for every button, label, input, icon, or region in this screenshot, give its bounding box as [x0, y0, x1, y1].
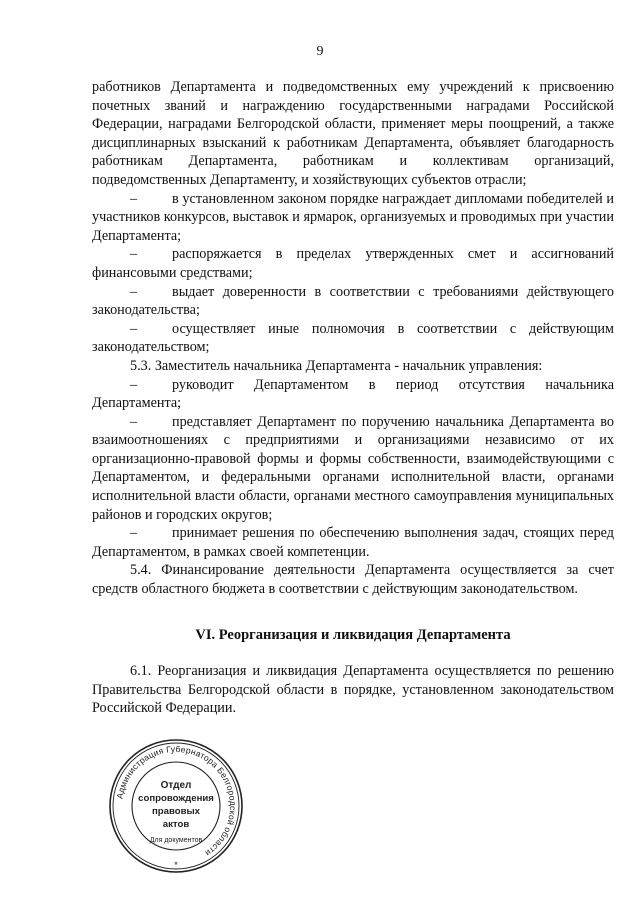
stamp-line-1: Отдел	[160, 780, 192, 791]
stamp-graphic	[108, 738, 244, 874]
dash-marker: –	[130, 376, 138, 393]
dash-marker: –	[130, 246, 138, 263]
clause-6-1: 6.1. Реорганизация и ликвидация Департамента осуществляется по решению Правительства Белгородской области в порядке, установленном законодательством Российской Федерации.	[92, 663, 614, 717]
stamp-bottom-text: Для документов	[149, 837, 203, 844]
document-body	[92, 78, 614, 599]
paragraph-awards: работников Департамента и подведомственных ему учреждений к присвоению почетных званий и награждению государственными наградами Российской Федерации, наградами Белгородской области, применяет меры поощрений, а также дисциплинарных взысканий к работникам Департамента, объявляет благодарность работникам Департамента, работникам и коллективам организаций, подведомственных Департаменту, и хозяйствующих субъектов отрасли;	[92, 79, 614, 188]
dash-marker: –	[130, 413, 138, 430]
list-item-diplomas: – в установленном законом порядке награждает дипломами победителей и участников конкурсов, выставок и ярмарок, организуемых и проводимых при участии Департамента;	[92, 190, 614, 244]
section-paragraph-container	[92, 662, 614, 718]
stamp-line-4: актов	[162, 819, 190, 830]
stamp-ring-text: Администрация Губернатора Белгородской области	[114, 743, 239, 859]
official-stamp	[108, 738, 244, 874]
list-item-other-powers: – осуществляет иные полномочия в соответствии с действующим законодательством;	[92, 320, 614, 356]
page-number: 9	[316, 44, 324, 59]
list-item-represents: – представляет Департамент по поручению начальника Департамента во взаимоотношениях с предприятиями и организациями независимо от их организационно-правовой формы и формы собственности, взаимодействующими с Департаментом, и федеральными органами исполнительной власти, органами исполнительной власти области, органами местного самоуправления муниципальных районов и городских округов;	[92, 413, 614, 523]
clause-5-4: 5.4. Финансирование деятельности Департамента осуществляется за счет средств областного бюджета в соответствии с действующим законодательством.	[92, 562, 614, 598]
dash-marker: –	[130, 190, 138, 207]
dash-marker: –	[130, 320, 138, 337]
stamp-line-3: правовых	[151, 806, 201, 817]
stamp-line-2: сопровождения	[138, 793, 214, 804]
dash-marker: –	[130, 283, 138, 300]
list-item-decisions: – принимает решения по обеспечению выполнения задач, стоящих перед Департаментом, в рамках своей компетенции.	[92, 525, 614, 560]
list-item-leads: – руководит Департаментом в период отсутствия начальника Департамента;	[92, 376, 614, 412]
clause-5-3: 5.3. Заместитель начальника Департамента - начальник управления:	[130, 357, 543, 374]
stamp-star: *	[174, 860, 178, 870]
dash-marker: –	[130, 525, 138, 542]
list-item-finances: – распоряжается в пределах утвержденных смет и ассигнований финансовыми средствами;	[92, 246, 614, 281]
section-heading: VI. Реорганизация и ликвидация Департамента	[195, 627, 511, 643]
list-item-power-of-attorney: – выдает доверенности в соответствии с требованиями действующего законодательства;	[92, 283, 614, 319]
